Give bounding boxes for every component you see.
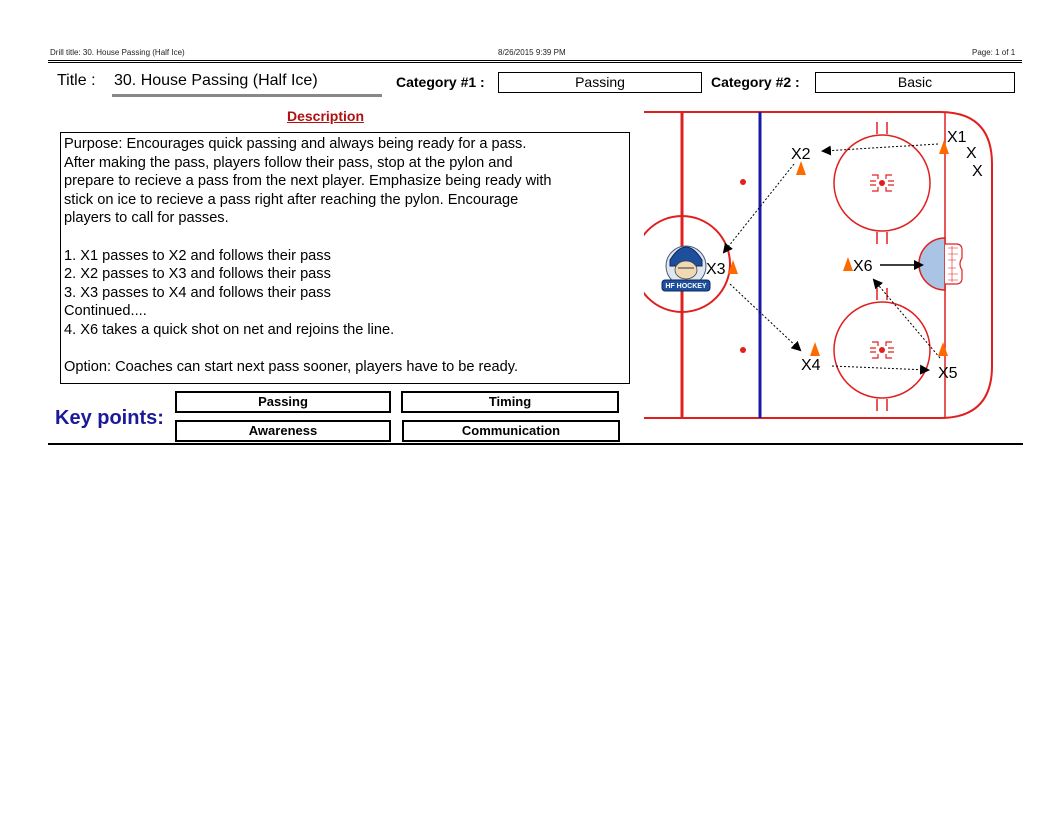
title-underline — [112, 94, 382, 97]
pylon-x4 — [810, 342, 820, 356]
player-x-b: X — [972, 163, 983, 180]
category1-label: Category #1 : — [396, 74, 485, 90]
description-text: Purpose: Encourages quick passing and always being ready for a pass. After making the pass, players follow their pass, stop at the pylon and prepare to recieve a pass from the next player. Emphasize being ready with stick on ice to recieve a pass right after reaching the pylon. Encourage players to call for passes. 1. X1 passes to X2 and follows their pass 2. X2 passes to X3 and follows their pass 3. X3 passes to X4 and follows their pass Continued.... 4. X6 takes a quick shot on net and rejoins the line. Option: Coaches can start next pass sooner, players have to be ready. — [60, 132, 630, 384]
player-x-a: X — [966, 145, 977, 162]
pylon-x5 — [938, 342, 948, 356]
key-points-label: Key points: — [55, 407, 164, 429]
key-point-timing: Timing — [401, 391, 619, 413]
player-x6: X6 — [853, 258, 873, 275]
player-x1: X1 — [947, 129, 967, 146]
rink-diagram — [640, 108, 1000, 422]
pylon-x6 — [843, 257, 853, 271]
key-point-communication: Communication — [402, 420, 620, 442]
pass-x1-x2 — [823, 144, 938, 151]
title-value: 30. House Passing (Half Ice) — [114, 72, 318, 89]
hf-hockey-logo — [662, 246, 710, 291]
logo-text: HF HOCKEY — [665, 283, 707, 290]
title-label: Title : — [57, 72, 96, 89]
key-point-awareness: Awareness — [175, 420, 391, 442]
faceoff-circle-bottom — [834, 288, 930, 411]
player-x5: X5 — [938, 365, 958, 382]
header-rule-top — [48, 60, 1022, 61]
player-x4: X4 — [801, 357, 821, 374]
faceoff-dot-bottom — [740, 347, 746, 353]
description-heading: Description — [287, 108, 365, 124]
category1-field: Passing — [498, 72, 702, 93]
drill-title-header: Drill title: 30. House Passing (Half Ice) — [50, 48, 185, 57]
pylon-x2 — [796, 161, 806, 175]
player-x3: X3 — [706, 261, 726, 278]
header-rule-bottom — [48, 62, 1022, 63]
player-x2: X2 — [791, 146, 811, 163]
category2-label: Category #2 : — [711, 74, 800, 90]
pass-x3-x4 — [730, 284, 800, 350]
goal-crease — [919, 238, 945, 290]
section-bottom-rule — [48, 443, 1023, 445]
faceoff-circle-top — [834, 122, 930, 244]
category2-field: Basic — [815, 72, 1015, 93]
faceoff-dot-top — [740, 179, 746, 185]
goal-net — [945, 244, 962, 284]
print-datetime: 8/26/2015 9:39 PM — [498, 48, 566, 57]
key-point-passing: Passing — [175, 391, 391, 413]
page-number: Page: 1 of 1 — [972, 48, 1016, 57]
pass-x4-x5 — [832, 366, 928, 370]
